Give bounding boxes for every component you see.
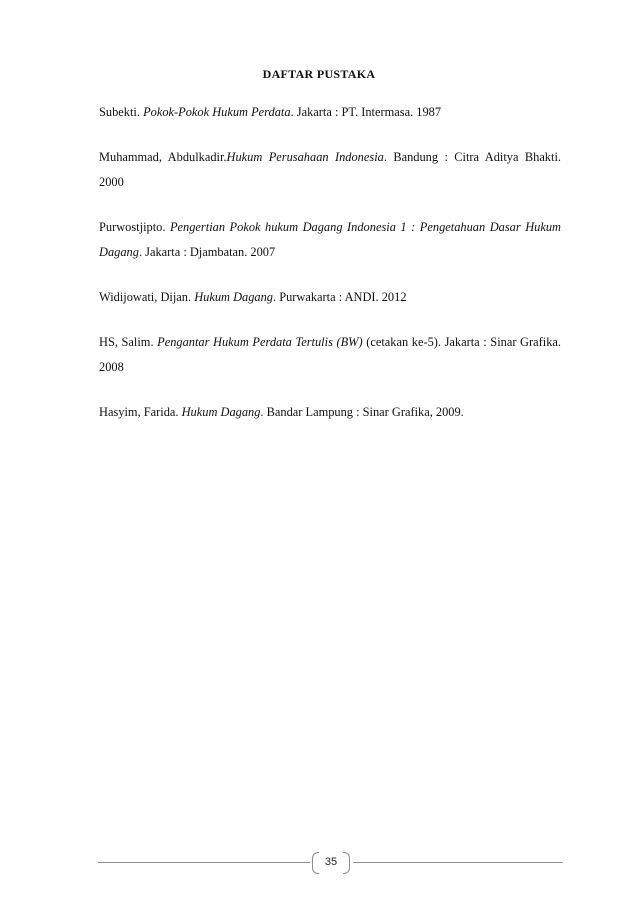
page-number: 35 (324, 856, 338, 868)
reference-work-title: Pokok-Pokok Hukum Perdata (143, 105, 291, 119)
reference-entry (99, 145, 561, 195)
reference-work-title: Hukum Perusahaan Indonesia (226, 150, 384, 164)
reference-author: HS, Salim. (99, 335, 154, 349)
reference-publication: . Purwakarta : ANDI. 2012 (273, 290, 407, 304)
right-bracket-decoration (343, 852, 350, 874)
footer-rule-left (98, 862, 310, 863)
page-title: DAFTAR PUSTAKA (262, 67, 376, 81)
reference-author: Muhammad, Abdulkadir. (99, 150, 227, 164)
reference-work-title: Pengertian Pokok hukum Dagang Indonesia 1 : Pengetahuan Dasar Hukum Dagang (99, 220, 561, 259)
reference-entry (99, 215, 561, 265)
reference-publication: . Jakarta : PT. Intermasa. 1987 (290, 105, 442, 119)
reference-author: Purwostjipto. (99, 220, 166, 234)
reference-publication: (cetakan ke-5). Jakarta : Sinar Grafika. 2008 (99, 335, 561, 374)
reference-entry (99, 400, 561, 425)
reference-work-title: Hukum Dagang (181, 405, 261, 419)
reference-publication: . Jakarta : Djambatan. 2007 (138, 245, 276, 259)
page-footer (0, 850, 638, 880)
footer-rule-right (353, 862, 563, 863)
reference-entry (99, 285, 561, 310)
reference-list (99, 100, 561, 445)
reference-work-title: Pengantar Hukum Perdata Tertulis (BW) (157, 335, 363, 349)
reference-publication: . Bandar Lampung : Sinar Grafika, 2009. (260, 405, 464, 419)
reference-entry (99, 100, 561, 125)
reference-entry (99, 330, 561, 380)
reference-author: Hasyim, Farida. (99, 405, 179, 419)
reference-author: Widijowati, Dijan. (99, 290, 192, 304)
reference-author: Subekti. (99, 105, 140, 119)
reference-publication: . Bandung : Citra Aditya Bhakti. 2000 (99, 150, 561, 189)
reference-work-title: Hukum Dagang (194, 290, 273, 304)
